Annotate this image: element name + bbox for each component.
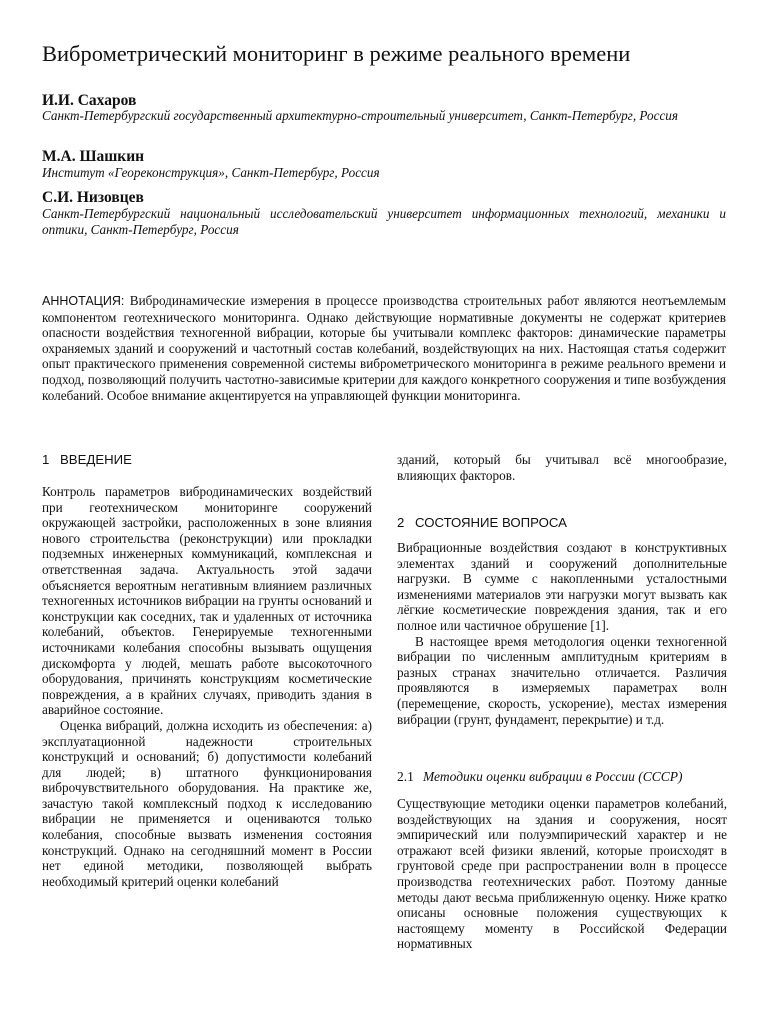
author-name: М.А. Шашкин xyxy=(42,148,145,165)
subsection-title: Методики оценки вибрации в России (СССР) xyxy=(423,769,683,784)
paragraph: В настоящее время методология оценки техногенной вибрации по численным амплитудным критериям в разных странах значительно отличается. Различия проявляются в измеряемых параметрах волн (перемещение, скорость, ускорение), местах измерения вибрации (грунт, фундамент, перекрытие) и т.д. xyxy=(397,633,727,727)
right-column-section-2 xyxy=(397,540,727,727)
paragraph: Вибрационные воздействия создают в конструктивных элементах зданий и сооружений дополнительные нагрузки. В сумме с накопленными усталостными изменениями материалов эти нагрузки могут вызвать как лёгкие косметические повреждения здания, так и его полное или частичное обрушение [1]. xyxy=(397,540,727,633)
subsection-heading-russia-methods xyxy=(397,769,683,785)
section-title: СОСТОЯНИЕ ВОПРОСА xyxy=(415,515,567,530)
section-number: 1 xyxy=(42,452,50,467)
right-column-intro-continuation xyxy=(397,452,727,483)
section-title: ВВЕДЕНИЕ xyxy=(60,452,132,467)
abstract-text: Вибродинамические измерения в процессе производства строительных работ являются неотъемлемым компонентом геотехнического мониторинга. Однако действующие нормативные документы не содержат критериев опасности воздействия техногенной вибрации, которые бы учитывали комплекс факторов: динамические параметры охраняемых зданий и сооружений и частотный состав колебаний, воздействующих на них. Настоящая статья содержит опыт практического применения современной системы виброметрического мониторинга в режиме реального времени и подход, позволяющий получить частотно-зависимые критерии для каждого конкретного сооружения и типе возбуждения колебаний. Особое внимание акцентируется на управляющей функции мониторинга. xyxy=(42,293,727,403)
author-affiliation: Институт «Геореконструкция», Санкт-Петербург, Россия xyxy=(42,165,380,180)
author-name: И.И. Сахаров xyxy=(42,92,137,109)
section-heading-state-of-question xyxy=(397,515,567,531)
paragraph: Существующие методики оценки параметров колебаний, воздействующих на здания и сооружения, носят эмпирический или полуэмпирический характер и не отражают всей физики явлений, которые происходят в грунтовой среде при распространении волн в процессе производства геотехнических работ. Поэтому данные методы дают весьма приближенную оценку. Ниже кратко описаны основные положения существующих к настоящему моменту в Российской Федерации нормативных xyxy=(397,796,727,952)
right-column-subsection-2-1 xyxy=(397,796,727,952)
paper-title: Виброметрический мониторинг в режиме реального времени xyxy=(42,41,631,66)
left-column xyxy=(42,484,372,889)
abstract xyxy=(42,293,726,403)
section-heading-introduction xyxy=(42,452,132,468)
author-name: С.И. Низовцев xyxy=(42,189,144,206)
section-number: 2 xyxy=(397,515,405,530)
paragraph: зданий, который бы учитывал всё многообразие, влияющих факторов. xyxy=(397,452,727,483)
paragraph: Контроль параметров вибродинамических воздействий при геотехническом мониторинге сооружений окружающей застройки, расположенных в зоне влияния нового строительства (реконструкции) или прокладки подземных инженерных коммуникаций, комплексная и ответственная задача. Актуальность этой задачи объясняется вероятным негативным влиянием различных техногенных источников вибрации на грунты оснований и конструкции как соседних, так и удаленных от источника колебаний, объектов. Генерируемые техногенными источниками колебания способны вызывать ощущения дискомфорта у людей, мешать работе высокоточного оборудования, причинять конструкциям косметические повреждения, а в крайних случаях, приводить здания в аварийное состояние. xyxy=(42,484,372,718)
subsection-number: 2.1 xyxy=(397,769,414,784)
paragraph: Оценка вибраций, должна исходить из обеспечения: а) эксплуатационной надежности строительных конструкций и оснований; б) допустимости колебаний для людей; в) штатного функционирования виброчувствительного оборудования. На практике же, зачастую такой комплексный подход к исследованию вибрации не применяется и оцениваются только колебания, способные вызвать изменения состояния конструкций. Однако на сегодняшний момент в России нет единой методики, позволяющей выбрать необходимый критерий оценки колебаний xyxy=(42,717,372,889)
author-affiliation: Санкт-Петербургский национальный исследовательский университет информационных технологий, механики и оптики, Санкт-Петербург, Россия xyxy=(42,206,726,237)
author-affiliation: Санкт-Петербургский государственный архитектурно-строительный университет, Санкт-Петербург, Россия xyxy=(42,108,679,123)
abstract-label: АННОТАЦИЯ: xyxy=(42,294,125,308)
